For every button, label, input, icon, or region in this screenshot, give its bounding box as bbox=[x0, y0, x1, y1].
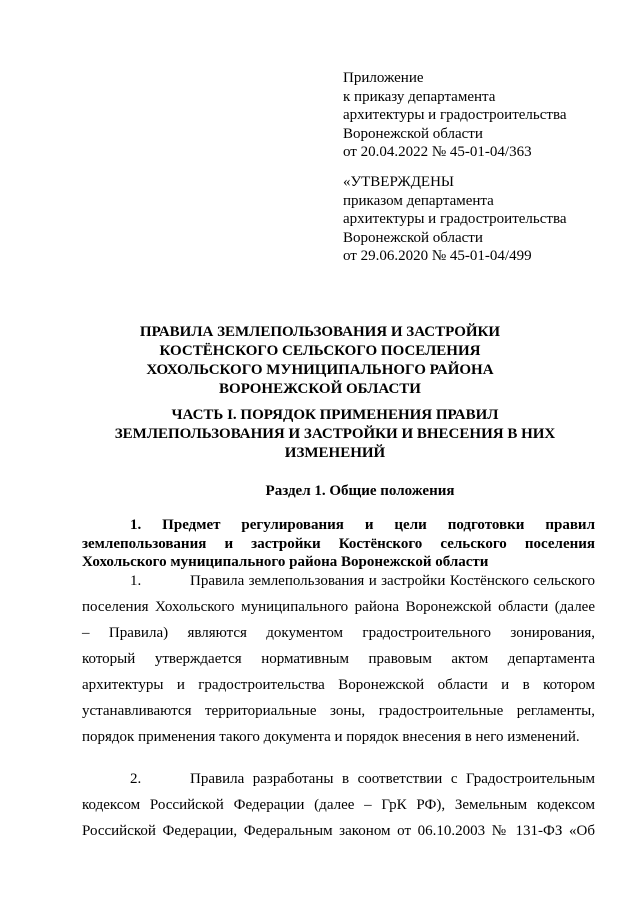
paragraph-1 bbox=[82, 568, 595, 750]
paragraph-text: Правила землепользования и застройки Костёнского сельского bbox=[190, 573, 595, 589]
approved-block bbox=[343, 173, 603, 266]
approved-line: от 29.06.2020 № 45-01-04/499 bbox=[343, 248, 532, 264]
appendix-line: архитектуры и градостроительства bbox=[343, 107, 567, 123]
paragraph-2 bbox=[82, 766, 595, 844]
title-line: КОСТЁНСКОГО СЕЛЬСКОГО ПОСЕЛЕНИЯ bbox=[159, 343, 481, 359]
appendix-line: Приложение bbox=[343, 70, 424, 86]
part-title bbox=[70, 406, 600, 463]
paragraph-line: Российской Федерации, Федеральным законом от 06.10.2003 № 131-ФЗ «Об bbox=[82, 823, 595, 839]
paragraph-number: 2. bbox=[130, 771, 142, 787]
title-line: ПРАВИЛА ЗЕМЛЕПОЛЬЗОВАНИЯ И ЗАСТРОЙКИ bbox=[139, 324, 501, 340]
paragraph-line bbox=[82, 766, 595, 792]
paragraph-line: устанавливаются территориальные зоны, градостроительные регламенты, bbox=[82, 703, 595, 719]
section-title: Раздел 1. Общие положения bbox=[265, 483, 455, 499]
article-line: землепользования и застройки Костёнского сельского поселения bbox=[82, 535, 595, 552]
article-line: 1. Предмет регулирования и цели подготовки правил bbox=[130, 517, 595, 533]
approved-line: «УТВЕРЖДЕНЫ bbox=[343, 174, 455, 190]
paragraph-line bbox=[82, 568, 595, 594]
paragraph-number: 1. bbox=[130, 573, 142, 589]
approved-line: архитектуры и градостроительства bbox=[343, 211, 567, 227]
paragraph-line: который утверждается нормативным правовым актом департамента bbox=[82, 651, 595, 667]
appendix-line: к приказу департамента bbox=[343, 88, 496, 105]
part-title-line: ЗЕМЛЕПОЛЬЗОВАНИЯ И ЗАСТРОЙКИ И ВНЕСЕНИЯ В НИХ bbox=[114, 426, 556, 442]
approved-line: Воронежской области bbox=[343, 229, 483, 246]
document-title bbox=[60, 323, 580, 399]
paragraph-line: поселения Хохольского муниципального района Воронежской области (далее bbox=[82, 599, 595, 615]
part-title-line: ИЗМЕНЕНИЙ bbox=[284, 445, 386, 461]
paragraph-text: Правила разработаны в соответствии с Градостроительным bbox=[190, 771, 595, 787]
paragraph-line: – Правила) являются документом градостроительного зонирования, bbox=[82, 625, 595, 641]
paragraph-line: архитектуры и градостроительства Воронежской области и в котором bbox=[82, 677, 595, 693]
title-line: ВОРОНЕЖСКОЙ ОБЛАСТИ bbox=[219, 381, 421, 397]
paragraph-line: порядок применения такого документа и порядок внесения в него изменений. bbox=[82, 729, 580, 745]
paragraph-line: кодексом Российской Федерации (далее – ГрК РФ), Земельным кодексом bbox=[82, 797, 595, 813]
appendix-line: от 20.04.2022 № 45-01-04/363 bbox=[343, 144, 532, 160]
article-line: Хохольского муниципального района Воронежской области bbox=[82, 554, 489, 570]
approved-line: приказом департамента bbox=[343, 192, 494, 209]
part-title-line: ЧАСТЬ I. ПОРЯДОК ПРИМЕНЕНИЯ ПРАВИЛ bbox=[171, 407, 499, 423]
title-line: ХОХОЛЬСКОГО МУНИЦИПАЛЬНОГО РАЙОНА bbox=[146, 362, 494, 378]
appendix-block bbox=[343, 69, 603, 162]
article-heading bbox=[82, 516, 595, 572]
appendix-line: Воронежской области bbox=[343, 125, 483, 142]
